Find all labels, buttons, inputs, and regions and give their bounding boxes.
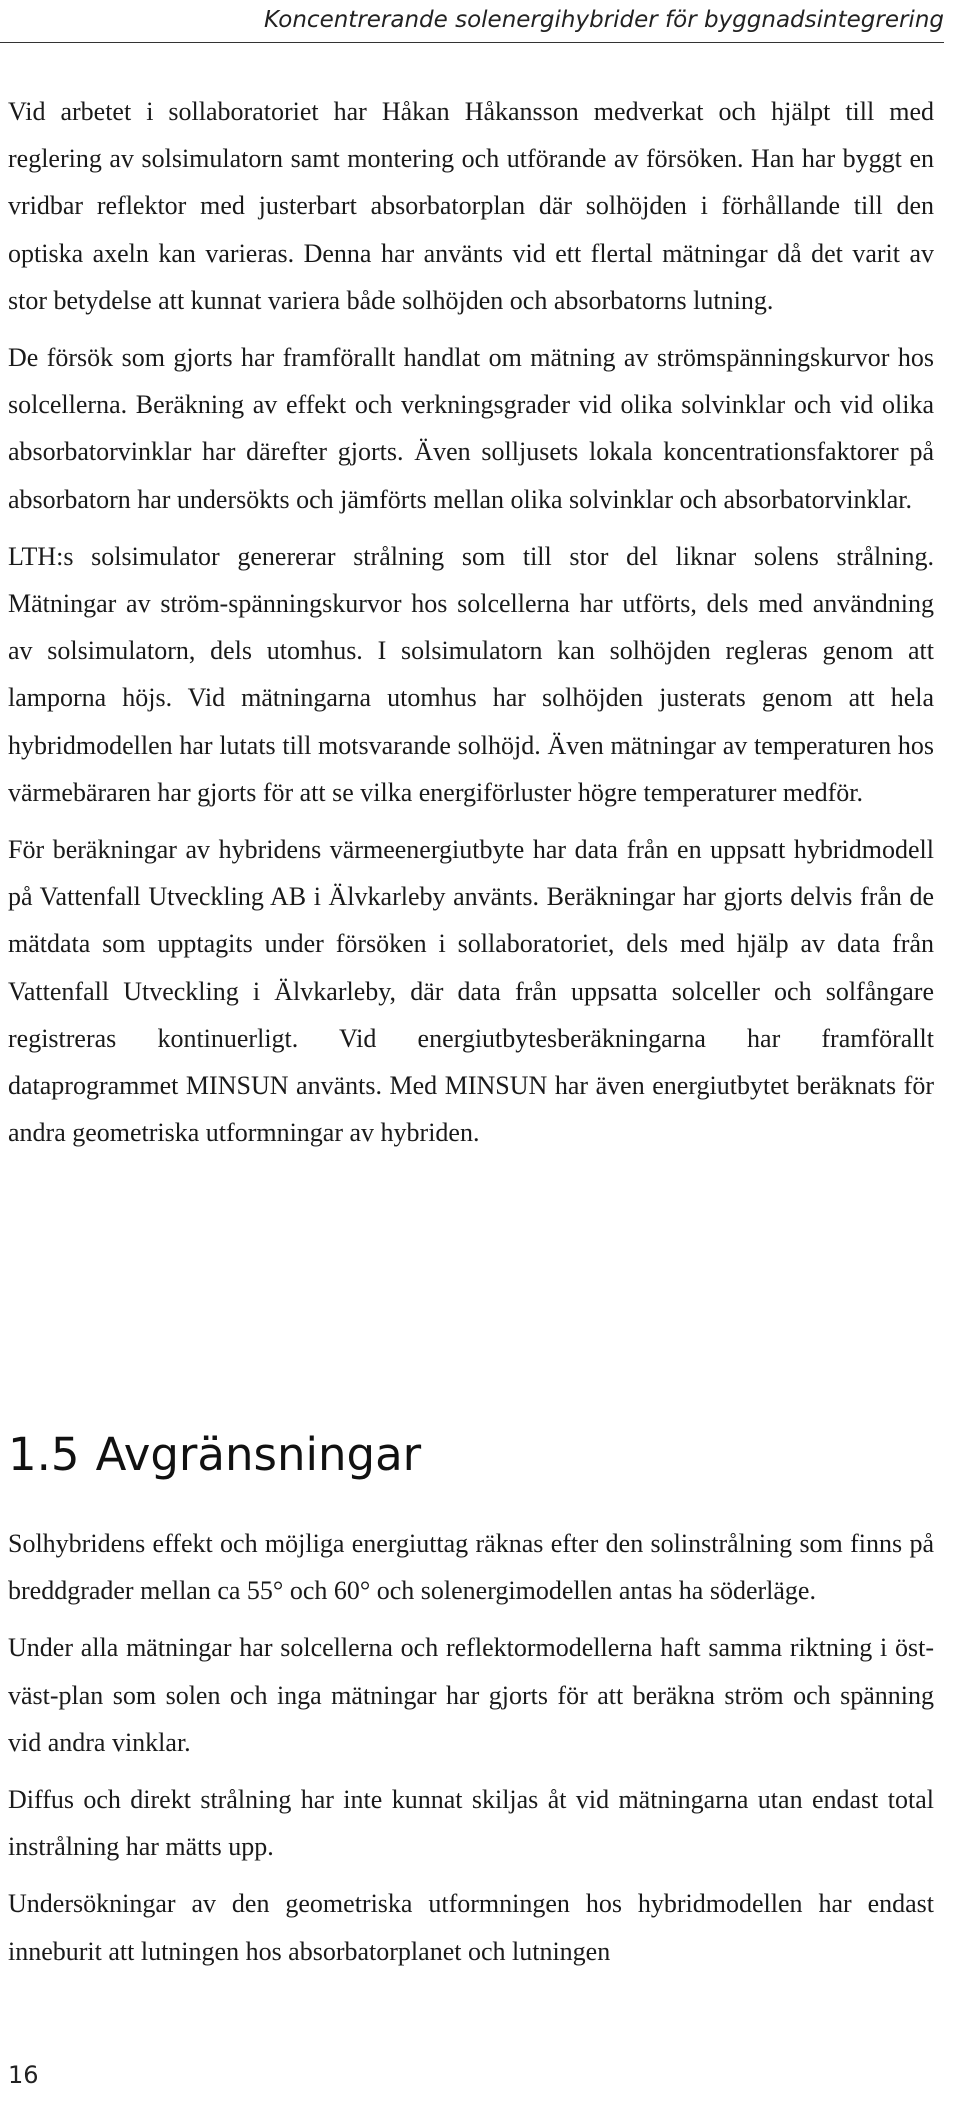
paragraph: Under alla mätningar har solcellerna och reflektormodellerna haft samma riktning i öst-väst-plan som solen och inga mätningar har gjorts för att beräkna ström och spänning vid andra vinklar. bbox=[8, 1633, 934, 1757]
body-text bbox=[8, 88, 934, 1166]
paragraph: Undersökningar av den geometriska utformningen hos hybridmodellen har endast inneburit att lutningen hos absorbatorplanet och lutningen bbox=[8, 1889, 934, 1966]
section-heading bbox=[8, 1425, 421, 1485]
running-header-title: Koncentrerande solenergihybrider för byggnadsintegrering bbox=[264, 7, 944, 33]
paragraph: De försök som gjorts har framförallt handlat om mätning av strömspänningskurvor hos solcellerna. Beräkning av effekt och verkningsgrader vid olika solvinklar och vid olika absorbatorvinklar har därefter gjorts. Även solljusets lokala koncentrationsfaktorer på absorbatorn har undersökts och jämförts mellan olika solvinklar och absorbatorvinklar. bbox=[8, 343, 934, 514]
section-title: Avgränsningar bbox=[95, 1428, 422, 1481]
paragraph: LTH:s solsimulator genererar strålning som till stor del liknar solens strålning. Mätningar av ström-spänningskurvor hos solcellerna har utförts, dels med användning av solsimulatorn, dels utomhus. I solsimulatorn kan solhöjden regleras genom att lamporna höjs. Vid mätningarna utomhus har solhöjden justerats genom att hela hybridmodellen har lutats till motsvarande solhöjd. Även mätningar av temperaturen hos värmebäraren har gjorts för att se vilka energiförluster högre temperaturer medför. bbox=[8, 541, 934, 807]
paragraph: Diffus och direkt strålning har inte kunnat skiljas åt vid mätningarna utan endast total instrålning har mätts upp. bbox=[8, 1785, 934, 1862]
paragraph: Solhybridens effekt och möjliga energiuttag räknas efter den solinstrålning som finns på breddgrader mellan ca 55° och 60° och solenergimodellen antas ha söderläge. bbox=[8, 1529, 934, 1606]
running-header bbox=[0, 0, 944, 43]
paragraph: För beräkningar av hybridens värmeenergiutbyte har data från en uppsatt hybridmodell på Vattenfall Utveckling AB i Älvkarleby använts. Beräkningar har gjorts delvis från de mätdata som upptagits under försöken i sollaboratoriet, dels med hjälp av data från Vattenfall Utveckling i Älvkarleby, där data från uppsatta solceller och solfångare registreras kontinuerligt. Vid energiutbytesberäkningarna har framförallt dataprogrammet MINSUN använts. Med MINSUN har även energiutbytet beräknats för andra geometriska utformningar av hybriden. bbox=[8, 835, 934, 1148]
page-number: 16 bbox=[8, 2061, 39, 2089]
section-body-text bbox=[8, 1520, 934, 1985]
paragraph: Vid arbetet i sollaboratoriet har Håkan Håkansson medverkat och hjälpt till med reglering av solsimulatorn samt montering och utförande av försöken. Han har byggt en vridbar reflektor med justerbart absorbatorplan där solhöjden i förhållande till den optiska axeln kan varieras. Denna har använts vid ett flertal mätningar då det varit av stor betydelse att kunnat variera både solhöjden och absorbatorns lutning. bbox=[8, 97, 934, 315]
section-number: 1.5 bbox=[8, 1428, 80, 1481]
